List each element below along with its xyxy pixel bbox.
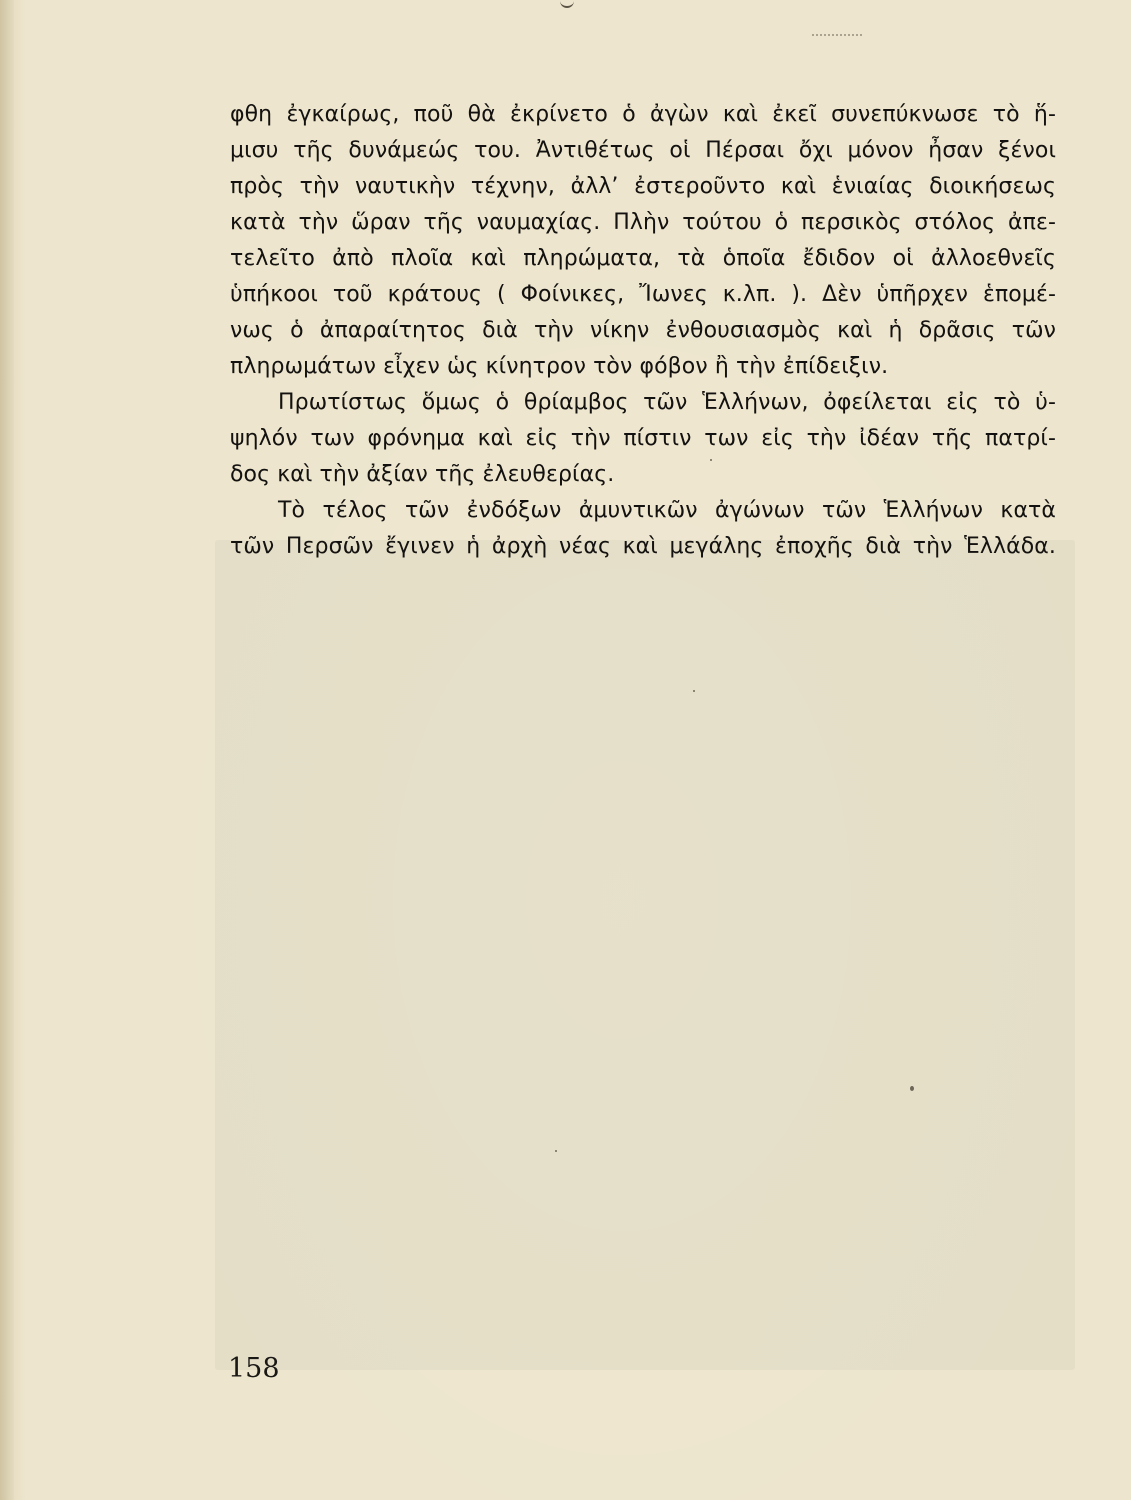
text-line: κατὰ τὴν ὥραν τῆς ναυμαχίας. Πλὴν τούτου ὁ περσικὸς στόλος ἀπε- xyxy=(230,210,1056,235)
paper-speck xyxy=(910,1086,914,1091)
text-line: Πρωτίστως ὅμως ὁ θρίαμβος τῶν Ἑλλήνων, ὀφείλεται εἰς τὸ ὑ- xyxy=(278,390,1056,415)
paper-speck xyxy=(555,1150,557,1152)
top-margin-smudge xyxy=(812,34,862,39)
paper-speck xyxy=(710,459,712,461)
page-number: 158 xyxy=(228,1353,280,1384)
text-line: δος καὶ τὴν ἀξίαν τῆς ἐλευθερίας. xyxy=(230,462,615,487)
text-line: τελεῖτο ἀπὸ πλοῖα καὶ πληρώματα, τὰ ὁποῖα ἔδιδον οἱ ἀλλοεθνεῖς xyxy=(230,246,1056,271)
text-line: τῶν Περσῶν ἔγινεν ἡ ἀρχὴ νέας καὶ μεγάλης ἐποχῆς διὰ τὴν Ἑλλάδα. xyxy=(230,534,1056,559)
text-line: πρὸς τὴν ναυτικὴν τέχνην, ἀλλ’ ἐστεροῦντο καὶ ἑνιαίας διοικήσεως xyxy=(230,174,1056,199)
text-line: φθη ἐγκαίρως, ποῦ θὰ ἐκρίνετο ὁ ἀγὼν καὶ ἐκεῖ συνεπύκνωσε τὸ ἥ- xyxy=(230,102,1056,127)
text-line: ὑπήκοοι τοῦ κράτους ( Φοίνικες, Ἴωνες κ.λπ. ). Δὲν ὑπῆρχεν ἑπομέ- xyxy=(230,282,1056,307)
paper-speck xyxy=(693,690,695,692)
text-line: Τὸ τέλος τῶν ἐνδόξων ἀμυντικῶν ἀγώνων τῶν Ἑλλήνων κατὰ xyxy=(278,498,1056,523)
bleed-through-area xyxy=(215,540,1075,1370)
text-line: νως ὁ ἀπαραίτητος διὰ τὴν νίκην ἐνθουσιασμὸς καὶ ἡ δρᾶσις τῶν xyxy=(230,318,1056,343)
top-margin-mark xyxy=(560,0,574,8)
text-line: πληρωμάτων εἶχεν ὡς κίνητρον τὸν φόβον ἢ τὴν ἐπίδειξιν. xyxy=(230,354,889,379)
binding-edge xyxy=(0,0,14,1500)
text-line: μισυ τῆς δυνάμεώς του. Ἀντιθέτως οἱ Πέρσαι ὄχι μόνον ἦσαν ξένοι xyxy=(230,138,1056,163)
body-text xyxy=(230,97,1056,565)
text-line: ψηλόν των φρόνημα καὶ εἰς τὴν πίστιν των εἰς τὴν ἰδέαν τῆς πατρί- xyxy=(230,426,1056,451)
